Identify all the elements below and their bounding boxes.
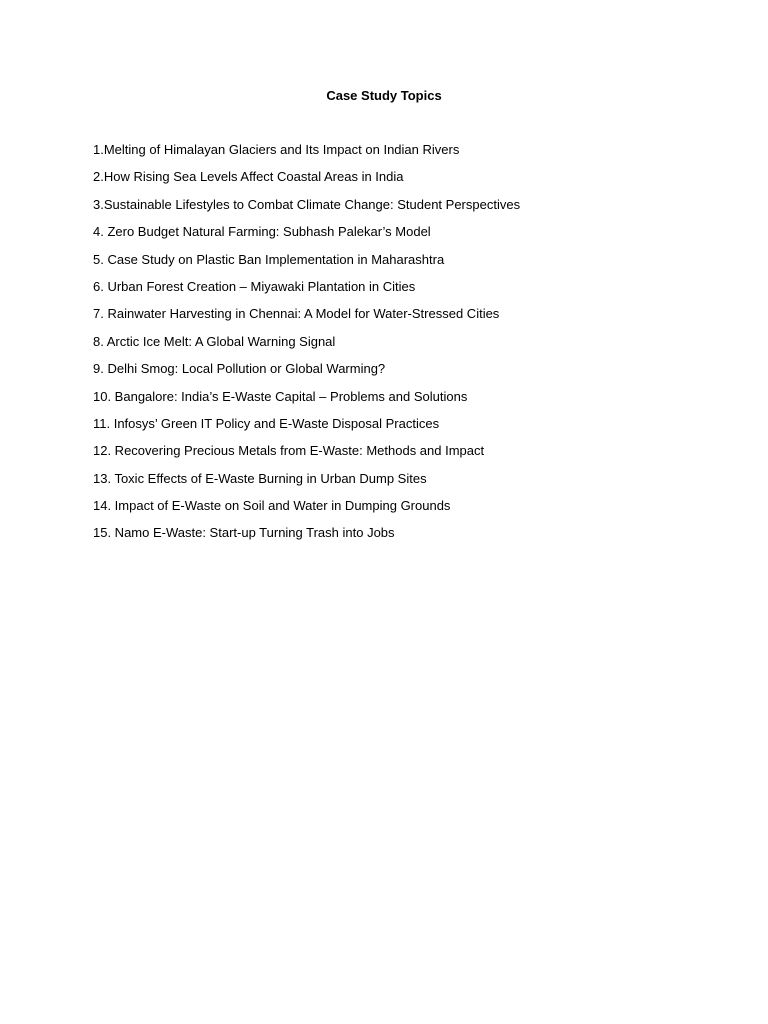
list-item: 12. Recovering Precious Metals from E-Waste: Methods and Impact [93,443,485,459]
list-item: 4. Zero Budget Natural Farming: Subhash Palekar’s Model [93,224,431,240]
list-item: 9. Delhi Smog: Local Pollution or Global Warming? [93,361,386,377]
list-item: 7. Rainwater Harvesting in Chennai: A Model for Water-Stressed Cities [93,306,500,322]
page-title: Case Study Topics [326,88,442,103]
list-item: 8. Arctic Ice Melt: A Global Warning Signal [93,333,336,349]
list-item: 14. Impact of E-Waste on Soil and Water in Dumping Grounds [93,498,451,514]
list-item: 13. Toxic Effects of E-Waste Burning in Urban Dump Sites [93,470,427,486]
list-item: 5. Case Study on Plastic Ban Implementation in Maharashtra [93,251,445,267]
list-item: 11. Infosys’ Green IT Policy and E-Waste Disposal Practices [93,415,440,431]
list-item: 2.How Rising Sea Levels Affect Coastal Areas in India [93,169,404,185]
list-item: 3.Sustainable Lifestyles to Combat Climate Change: Student Perspectives [93,196,521,212]
list-item: 10. Bangalore: India’s E-Waste Capital – Problems and Solutions [93,388,468,404]
topic-list [93,141,693,552]
list-item: 15. Namo E-Waste: Start-up Turning Trash into Jobs [93,525,395,541]
list-item: 6. Urban Forest Creation – Miyawaki Plantation in Cities [93,278,416,294]
list-item: 1.Melting of Himalayan Glaciers and Its Impact on Indian Rivers [93,142,460,157]
